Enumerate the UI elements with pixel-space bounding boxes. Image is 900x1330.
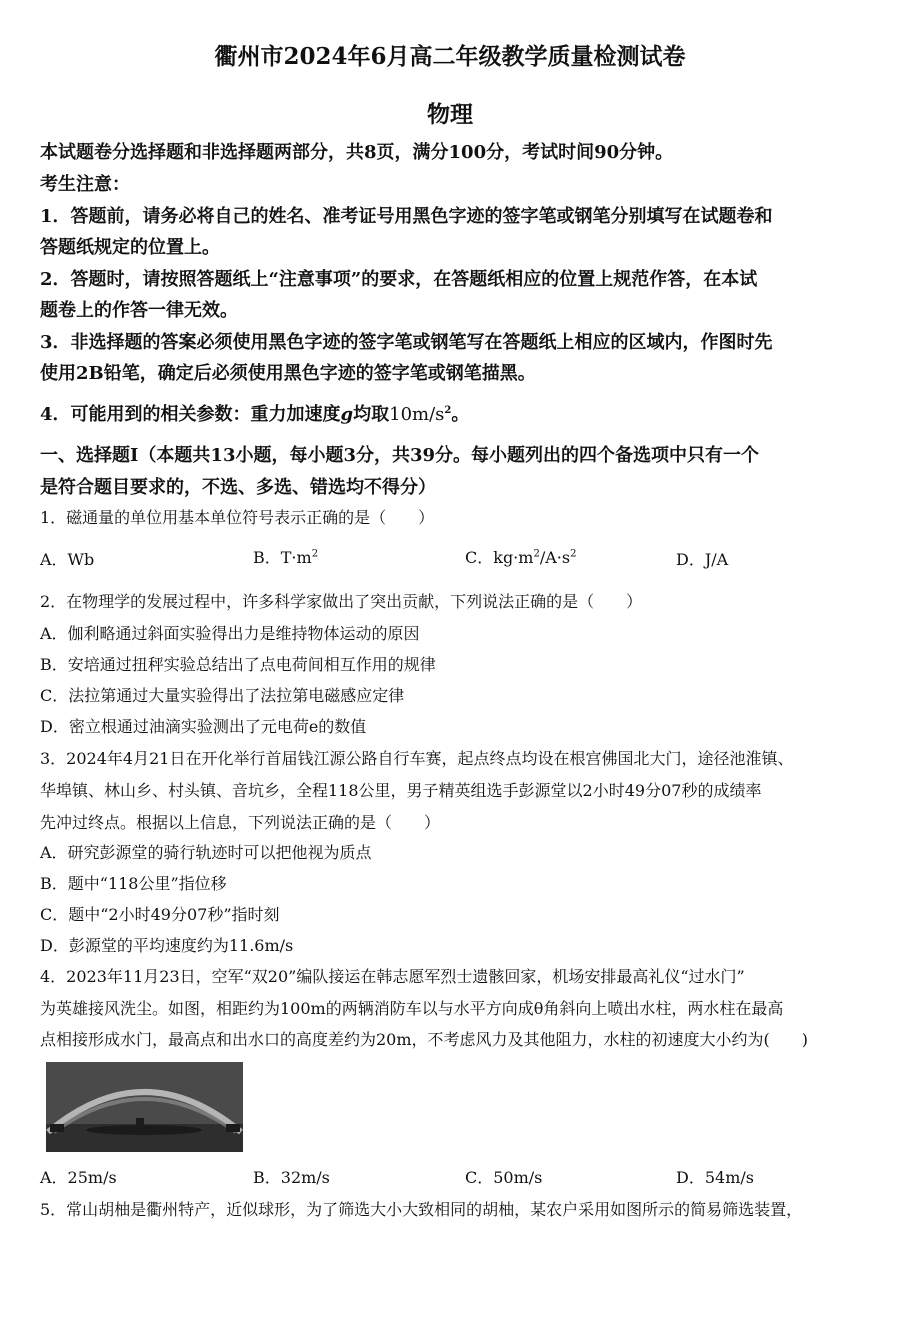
gravity-symbol: g: [340, 404, 354, 425]
q4-option-c: C．50m/s: [465, 1168, 543, 1187]
section1-heading-cont: 是符合题目要求的，不选、多选、错选均不得分）: [40, 477, 436, 498]
q1-option-a: A．Wb: [40, 550, 95, 569]
q4-stem-line1: 4．2023年11月23日，空军“双20”编队接运在韩志愿军烈士遗骸回家，机场安排最高礼仪“过水门”: [40, 967, 745, 986]
q4-stem-line3: 点相接形成水门，最高点和出水口的高度差约为20m，不考虑风力及其他阻力，水柱的初速度大小约为( ): [40, 1030, 809, 1049]
notice-item-1: 1．答题前，请务必将自己的姓名、准考证号用黑色字迹的签字笔或钢笔分别填写在试题卷和: [40, 206, 773, 227]
q2-stem: 2．在物理学的发展过程中，许多科学家做出了突出贡献，下列说法正确的是（ ）: [40, 592, 643, 611]
q1-option-b: [253, 545, 318, 568]
instructions-intro: 本试题卷分选择题和非选择题两部分，共8页，满分100分，考试时间90分钟。: [40, 142, 674, 163]
notice-item-3: 3．非选择题的答案必须使用黑色字迹的签字笔或钢笔写在答题纸上相应的区域内，作图时先: [40, 332, 773, 353]
notice-item-1-cont: 答题纸规定的位置上。: [40, 237, 220, 258]
q2-option-c: C．法拉第通过大量实验得出了法拉第电磁感应定律: [40, 686, 405, 705]
notice-item-2-cont: 题卷上的作答一律无效。: [40, 300, 238, 321]
q3-stem-line2: 华埠镇、林山乡、村头镇、音坑乡，全程118公里，男子精英组选手彭源堂以2小时49分07秒的成绩率: [40, 781, 762, 800]
gravity-exponent: 2: [444, 405, 452, 416]
q1-option-c-text: C．kg·m: [465, 548, 534, 567]
q1-option-d: D．J/A: [676, 550, 729, 569]
q3-option-c: C．题中“2小时49分07秒”指时刻: [40, 905, 280, 924]
q1-option-c-exp: 2: [533, 548, 540, 560]
q3-stem-line3: 先冲过终点。根据以上信息，下列说法正确的是（ ）: [40, 813, 441, 832]
notice-item-4-mid: 均取: [353, 404, 390, 425]
exam-title: 衢州市2024年6月高二年级教学质量检测试卷: [214, 43, 686, 70]
q1-option-c: [465, 545, 576, 568]
q2-option-a: A．伽利略通过斜面实验得出力是维持物体运动的原因: [40, 624, 420, 643]
q3-stem-line1: 3．2024年4月21日在开化举行首届钱江源公路自行车赛，起点终点均设在根宫佛国北大门，途径池淮镇、: [40, 749, 794, 768]
notice-item-4-end: 。: [451, 404, 470, 425]
q3-option-a: A．研究彭源堂的骑行轨迹时可以把他视为质点: [40, 843, 372, 862]
q1-option-b-text: B．T·m: [253, 548, 312, 567]
gravity-value: 10m/s: [389, 404, 445, 425]
section1-heading: 一、选择题Ⅰ（本题共13小题，每小题3分，共39分。每小题列出的四个备选项中只有一个: [40, 445, 760, 466]
q4-option-b: B．32m/s: [253, 1168, 330, 1187]
notice-item-4-prefix: 4．可能用到的相关参数：重力加速度: [40, 404, 341, 425]
q1-stem: 1．磁通量的单位用基本单位符号表示正确的是（ ）: [40, 508, 435, 527]
notice-item-2: 2．答题时，请按照答题纸上“注意事项”的要求，在答题纸相应的位置上规范作答，在本试: [40, 269, 758, 290]
notice-item-4: [40, 400, 469, 426]
q1-option-c-exp2: 2: [570, 548, 577, 560]
q2-option-b: B．安培通过扭秤实验总结出了点电荷间相互作用的规律: [40, 655, 436, 674]
notice-item-3-cont: 使用2B铅笔，确定后必须使用黑色字迹的签字笔或钢笔描黑。: [40, 363, 536, 384]
q3-option-d: D．彭源堂的平均速度约为11.6m/s: [40, 936, 294, 955]
q4-option-a: A．25m/s: [40, 1168, 117, 1187]
notice-heading: 考生注意：: [40, 174, 130, 195]
q1-option-c-tail: /A·s: [539, 548, 571, 567]
q2-option-d: D．密立根通过油滴实验测出了元电荷e的数值: [40, 717, 367, 736]
q5-stem-line1: 5．常山胡柚是衢州特产，近似球形，为了筛选大小大致相同的胡柚，某农户采用如图所示的简易筛选装置，: [40, 1200, 803, 1219]
water-gate-illustration: [46, 1062, 243, 1152]
q3-option-b: B．题中“118公里”指位移: [40, 874, 227, 893]
water-gate-photo: [46, 1062, 243, 1152]
q1-option-b-exp: 2: [311, 548, 319, 560]
q4-option-d: D．54m/s: [676, 1168, 754, 1187]
subject-title: 物理: [427, 101, 473, 128]
q4-stem-line2: 为英雄接风洗尘。如图，相距约为100m的两辆消防车以与水平方向成θ角斜向上喷出水柱，两水柱在最高: [40, 999, 784, 1018]
